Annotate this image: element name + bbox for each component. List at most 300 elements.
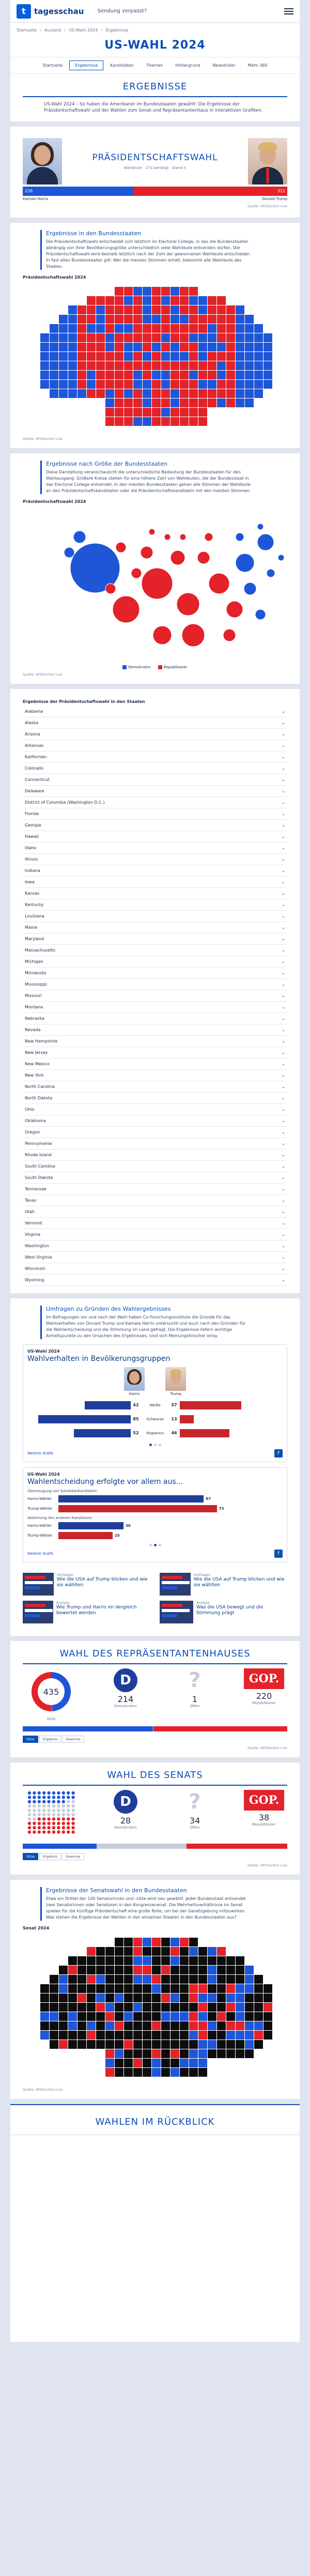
state-shape[interactable] [161, 1984, 170, 1993]
state-shape[interactable] [78, 1994, 86, 2002]
state-shape[interactable] [59, 2003, 68, 2012]
state-shape[interactable] [115, 380, 123, 389]
state-shape[interactable] [189, 333, 198, 342]
state-shape[interactable] [78, 1984, 86, 1993]
state-shape[interactable] [236, 361, 244, 370]
state-accordion-row[interactable] [23, 786, 287, 797]
state-shape[interactable] [133, 296, 142, 305]
state-accordion-row[interactable] [23, 854, 287, 865]
state-shape[interactable] [133, 2059, 142, 2067]
chevron-down-icon[interactable]: ⌄ [282, 936, 285, 941]
state-shape[interactable] [133, 324, 142, 333]
state-shape[interactable] [68, 1994, 77, 2002]
state-shape[interactable] [171, 2003, 179, 2012]
state-shape[interactable] [124, 287, 133, 296]
state-shape[interactable] [115, 2003, 123, 2012]
state-shape[interactable] [161, 2059, 170, 2067]
state-shape[interactable] [264, 2012, 272, 2021]
state-shape[interactable] [180, 1947, 189, 1956]
state-shape[interactable] [208, 1984, 216, 1993]
state-shape[interactable] [180, 389, 189, 398]
state-shape[interactable] [254, 2031, 263, 2040]
state-shape[interactable] [161, 408, 170, 417]
state-shape[interactable] [115, 2021, 123, 2030]
state-bubble[interactable] [244, 582, 256, 595]
state-shape[interactable] [198, 1956, 207, 1965]
state-shape[interactable] [133, 398, 142, 407]
chevron-down-icon[interactable]: ⌄ [282, 959, 285, 964]
state-shape[interactable] [161, 296, 170, 305]
state-shape[interactable] [78, 2031, 86, 2040]
state-shape[interactable] [50, 2040, 58, 2049]
state-shape[interactable] [180, 324, 189, 333]
state-shape[interactable] [161, 361, 170, 370]
state-shape[interactable] [198, 389, 207, 398]
state-shape[interactable] [217, 1984, 226, 1993]
chevron-down-icon[interactable]: ⌄ [282, 1198, 285, 1203]
state-accordion-row[interactable] [23, 1081, 287, 1093]
state-shape[interactable] [180, 352, 189, 361]
state-shape[interactable] [198, 2068, 207, 2077]
state-shape[interactable] [124, 389, 133, 398]
state-shape[interactable] [124, 2059, 133, 2067]
state-shape[interactable] [96, 2012, 105, 2021]
chevron-down-icon[interactable]: ⌄ [282, 800, 285, 805]
state-shape[interactable] [198, 417, 207, 426]
state-shape[interactable] [124, 352, 133, 361]
more-graphic-link[interactable]: Weitere Grafik [27, 1451, 54, 1455]
state-shape[interactable] [171, 2059, 179, 2067]
state-shape[interactable] [245, 2031, 254, 2040]
missed-broadcast-link[interactable]: Sendung verpasst? [97, 8, 147, 14]
state-shape[interactable] [124, 398, 133, 407]
state-shape[interactable] [226, 1966, 235, 1974]
share-icon[interactable]: f [274, 1449, 283, 1458]
state-shape[interactable] [152, 398, 161, 407]
state-shape[interactable] [198, 333, 207, 342]
state-shape[interactable] [143, 380, 151, 389]
state-shape[interactable] [59, 1975, 68, 1984]
state-shape[interactable] [264, 371, 272, 379]
state-shape[interactable] [143, 343, 151, 351]
state-shape[interactable] [198, 1975, 207, 1984]
state-shape[interactable] [171, 296, 179, 305]
state-accordion-row[interactable] [23, 1149, 287, 1161]
state-shape[interactable] [115, 417, 123, 426]
state-shape[interactable] [180, 1956, 189, 1965]
state-shape[interactable] [133, 305, 142, 314]
state-shape[interactable] [217, 371, 226, 379]
state-shape[interactable] [171, 1938, 179, 1946]
state-shape[interactable] [96, 352, 105, 361]
state-shape[interactable] [87, 1984, 96, 1993]
state-shape[interactable] [171, 2021, 179, 2030]
state-shape[interactable] [115, 1984, 123, 1993]
state-shape[interactable] [59, 361, 68, 370]
state-shape[interactable] [171, 1947, 179, 1956]
state-shape[interactable] [171, 1994, 179, 2002]
state-accordion-row[interactable] [23, 1127, 287, 1138]
state-shape[interactable] [124, 2012, 133, 2021]
state-shape[interactable] [96, 333, 105, 342]
state-shape[interactable] [105, 1994, 114, 2002]
state-accordion-row[interactable] [23, 706, 287, 717]
state-shape[interactable] [143, 324, 151, 333]
chevron-down-icon[interactable]: ⌄ [282, 1107, 285, 1112]
state-shape[interactable] [161, 333, 170, 342]
state-shape[interactable] [124, 333, 133, 342]
state-bubble[interactable] [236, 533, 244, 541]
state-shape[interactable] [143, 371, 151, 379]
state-accordion-row[interactable] [23, 968, 287, 979]
state-shape[interactable] [171, 343, 179, 351]
state-shape[interactable] [96, 2021, 105, 2030]
state-shape[interactable] [115, 1947, 123, 1956]
state-shape[interactable] [133, 1938, 142, 1946]
state-shape[interactable] [198, 2049, 207, 2058]
state-bubble[interactable] [131, 568, 142, 578]
state-shape[interactable] [264, 2003, 272, 2012]
state-shape[interactable] [68, 1956, 77, 1965]
menu-icon[interactable] [284, 7, 293, 16]
state-shape[interactable] [236, 371, 244, 379]
state-shape[interactable] [180, 1994, 189, 2002]
state-shape[interactable] [161, 371, 170, 379]
state-shape[interactable] [161, 1956, 170, 1965]
state-shape[interactable] [87, 2021, 96, 2030]
state-shape[interactable] [87, 2012, 96, 2021]
state-shape[interactable] [115, 398, 123, 407]
state-shape[interactable] [143, 2059, 151, 2067]
state-accordion-row[interactable] [23, 877, 287, 888]
chevron-down-icon[interactable]: ⌄ [282, 1254, 285, 1260]
state-shape[interactable] [87, 1994, 96, 2002]
state-shape[interactable] [68, 2021, 77, 2030]
state-shape[interactable] [226, 2040, 235, 2049]
state-shape[interactable] [124, 1975, 133, 1984]
state-shape[interactable] [152, 2021, 161, 2030]
state-shape[interactable] [59, 389, 68, 398]
state-shape[interactable] [133, 2012, 142, 2021]
state-accordion-row[interactable] [23, 945, 287, 956]
state-shape[interactable] [40, 2021, 49, 2030]
state-shape[interactable] [254, 1984, 263, 1993]
chevron-down-icon[interactable]: ⌄ [282, 765, 285, 771]
state-shape[interactable] [105, 2012, 114, 2021]
chevron-down-icon[interactable]: ⌄ [282, 1232, 285, 1237]
chevron-down-icon[interactable]: ⌄ [282, 925, 285, 930]
state-shape[interactable] [143, 361, 151, 370]
state-shape[interactable] [217, 389, 226, 398]
state-shape[interactable] [208, 2049, 216, 2058]
state-shape[interactable] [226, 2003, 235, 2012]
state-shape[interactable] [180, 315, 189, 324]
state-shape[interactable] [78, 1956, 86, 1965]
state-shape[interactable] [143, 2021, 151, 2030]
house-tab-result[interactable]: Ergebnis [39, 1736, 61, 1743]
state-shape[interactable] [189, 1994, 198, 2002]
state-shape[interactable] [152, 2049, 161, 2058]
chevron-down-icon[interactable]: ⌄ [282, 1084, 285, 1089]
state-shape[interactable] [180, 2003, 189, 2012]
state-shape[interactable] [115, 389, 123, 398]
state-accordion-row[interactable] [23, 1093, 287, 1104]
state-shape[interactable] [226, 305, 235, 314]
state-shape[interactable] [105, 2003, 114, 2012]
state-shape[interactable] [59, 380, 68, 389]
state-shape[interactable] [161, 324, 170, 333]
state-shape[interactable] [68, 380, 77, 389]
senate-tab-gains[interactable]: Gewinne [62, 1853, 84, 1860]
state-shape[interactable] [105, 296, 114, 305]
state-shape[interactable] [59, 1994, 68, 2002]
state-shape[interactable] [254, 380, 263, 389]
state-shape[interactable] [198, 1947, 207, 1956]
state-shape[interactable] [115, 408, 123, 417]
state-shape[interactable] [87, 1975, 96, 1984]
state-shape[interactable] [50, 2031, 58, 2040]
state-shape[interactable] [161, 2049, 170, 2058]
state-shape[interactable] [115, 1938, 123, 1946]
state-accordion-row[interactable] [23, 842, 287, 854]
state-shape[interactable] [133, 315, 142, 324]
state-bubble[interactable] [64, 547, 74, 558]
state-shape[interactable] [208, 1975, 216, 1984]
state-accordion-row[interactable] [23, 774, 287, 786]
chevron-down-icon[interactable]: ⌄ [282, 1175, 285, 1180]
state-shape[interactable] [87, 371, 96, 379]
state-shape[interactable] [217, 2031, 226, 2040]
chevron-down-icon[interactable]: ⌄ [282, 982, 285, 987]
state-shape[interactable] [171, 1975, 179, 1984]
state-shape[interactable] [143, 398, 151, 407]
state-shape[interactable] [236, 1966, 244, 1974]
state-shape[interactable] [189, 305, 198, 314]
state-shape[interactable] [217, 361, 226, 370]
state-accordion-row[interactable] [23, 956, 287, 968]
state-shape[interactable] [133, 1984, 142, 1993]
state-shape[interactable] [96, 343, 105, 351]
state-shape[interactable] [189, 2040, 198, 2049]
state-shape[interactable] [226, 2049, 235, 2058]
state-shape[interactable] [115, 2012, 123, 2021]
state-shape[interactable] [189, 361, 198, 370]
chevron-down-icon[interactable]: ⌄ [282, 993, 285, 998]
state-shape[interactable] [124, 315, 133, 324]
state-shape[interactable] [78, 2012, 86, 2021]
state-bubble[interactable] [164, 534, 171, 540]
house-tab-gains[interactable]: Gewinne [62, 1736, 84, 1743]
state-shape[interactable] [133, 287, 142, 296]
state-shape[interactable] [124, 2068, 133, 2077]
state-shape[interactable] [87, 2031, 96, 2040]
state-shape[interactable] [198, 2021, 207, 2030]
state-shape[interactable] [171, 380, 179, 389]
state-shape[interactable] [152, 2003, 161, 2012]
state-shape[interactable] [96, 1975, 105, 1984]
state-shape[interactable] [208, 2031, 216, 2040]
state-accordion-row[interactable] [23, 1252, 287, 1263]
state-bubble[interactable] [226, 601, 243, 618]
state-shape[interactable] [245, 380, 254, 389]
state-shape[interactable] [245, 333, 254, 342]
state-shape[interactable] [59, 343, 68, 351]
state-shape[interactable] [254, 389, 263, 398]
state-shape[interactable] [87, 2003, 96, 2012]
state-shape[interactable] [152, 408, 161, 417]
state-shape[interactable] [245, 343, 254, 351]
state-shape[interactable] [245, 2012, 254, 2021]
state-shape[interactable] [143, 2049, 151, 2058]
state-shape[interactable] [96, 1994, 105, 2002]
state-shape[interactable] [87, 315, 96, 324]
state-shape[interactable] [236, 2049, 244, 2058]
state-shape[interactable] [208, 2012, 216, 2021]
state-bubble[interactable] [141, 546, 153, 559]
state-shape[interactable] [236, 2021, 244, 2030]
state-shape[interactable] [226, 2031, 235, 2040]
state-shape[interactable] [198, 2003, 207, 2012]
state-shape[interactable] [68, 2031, 77, 2040]
state-shape[interactable] [124, 2040, 133, 2049]
state-bubble[interactable] [171, 550, 185, 565]
state-shape[interactable] [105, 2040, 114, 2049]
state-shape[interactable] [161, 1938, 170, 1946]
state-shape[interactable] [105, 2049, 114, 2058]
state-shape[interactable] [236, 352, 244, 361]
state-shape[interactable] [105, 305, 114, 314]
state-shape[interactable] [217, 2021, 226, 2030]
state-shape[interactable] [254, 2003, 263, 2012]
state-shape[interactable] [208, 398, 216, 407]
state-shape[interactable] [254, 371, 263, 379]
state-shape[interactable] [124, 2003, 133, 2012]
state-shape[interactable] [180, 2049, 189, 2058]
state-shape[interactable] [189, 398, 198, 407]
state-shape[interactable] [133, 408, 142, 417]
state-shape[interactable] [133, 352, 142, 361]
state-shape[interactable] [50, 333, 58, 342]
state-shape[interactable] [208, 1956, 216, 1965]
state-shape[interactable] [59, 1966, 68, 1974]
state-shape[interactable] [152, 352, 161, 361]
state-shape[interactable] [236, 398, 244, 407]
state-shape[interactable] [245, 1984, 254, 1993]
state-accordion-row[interactable] [23, 899, 287, 911]
teaser-link[interactable] [23, 1601, 150, 1623]
state-shape[interactable] [245, 371, 254, 379]
state-shape[interactable] [124, 1947, 133, 1956]
chevron-down-icon[interactable]: ⌄ [282, 1027, 285, 1032]
state-shape[interactable] [105, 371, 114, 379]
chevron-down-icon[interactable]: ⌄ [282, 1163, 285, 1169]
state-shape[interactable] [115, 296, 123, 305]
tab-start[interactable]: Startseite [42, 63, 63, 68]
state-shape[interactable] [189, 2059, 198, 2067]
state-shape[interactable] [161, 352, 170, 361]
state-shape[interactable] [78, 2003, 86, 2012]
chevron-down-icon[interactable]: ⌄ [282, 891, 285, 896]
state-shape[interactable] [115, 324, 123, 333]
state-bubble[interactable] [180, 534, 186, 540]
state-shape[interactable] [50, 1975, 58, 1984]
state-shape[interactable] [226, 2021, 235, 2030]
state-shape[interactable] [105, 2068, 114, 2077]
state-bubble[interactable] [116, 542, 126, 553]
state-bubble[interactable] [105, 584, 116, 594]
state-accordion-row[interactable] [23, 1047, 287, 1059]
state-accordion-row[interactable] [23, 990, 287, 1002]
state-shape[interactable] [40, 2003, 49, 2012]
state-shape[interactable] [152, 1984, 161, 1993]
state-shape[interactable] [133, 417, 142, 426]
chevron-down-icon[interactable]: ⌄ [282, 1016, 285, 1021]
state-shape[interactable] [161, 343, 170, 351]
state-shape[interactable] [189, 1938, 198, 1946]
chevron-down-icon[interactable]: ⌄ [282, 709, 285, 714]
state-shape[interactable] [208, 324, 216, 333]
state-shape[interactable] [171, 305, 179, 314]
state-shape[interactable] [124, 324, 133, 333]
chevron-down-icon[interactable]: ⌄ [282, 1118, 285, 1123]
chevron-down-icon[interactable]: ⌄ [282, 731, 285, 737]
state-shape[interactable] [115, 1994, 123, 2002]
state-shape[interactable] [59, 2040, 68, 2049]
state-shape[interactable] [87, 305, 96, 314]
state-shape[interactable] [254, 361, 263, 370]
state-shape[interactable] [171, 2012, 179, 2021]
state-shape[interactable] [143, 305, 151, 314]
state-shape[interactable] [198, 1994, 207, 2002]
state-bubble[interactable] [177, 593, 199, 616]
state-shape[interactable] [115, 315, 123, 324]
state-shape[interactable] [217, 1975, 226, 1984]
state-shape[interactable] [133, 1966, 142, 1974]
state-bubble[interactable] [278, 555, 284, 561]
state-shape[interactable] [226, 352, 235, 361]
state-shape[interactable] [180, 305, 189, 314]
state-shape[interactable] [105, 333, 114, 342]
state-shape[interactable] [87, 1956, 96, 1965]
state-shape[interactable] [189, 287, 198, 296]
state-shape[interactable] [59, 352, 68, 361]
state-shape[interactable] [133, 2031, 142, 2040]
state-shape[interactable] [133, 1947, 142, 1956]
state-shape[interactable] [87, 352, 96, 361]
state-shape[interactable] [171, 324, 179, 333]
state-shape[interactable] [124, 1966, 133, 1974]
state-accordion-row[interactable] [23, 1172, 287, 1184]
state-shape[interactable] [189, 371, 198, 379]
state-shape[interactable] [87, 333, 96, 342]
state-shape[interactable] [208, 1947, 216, 1956]
chevron-down-icon[interactable]: ⌄ [282, 1209, 285, 1214]
state-shape[interactable] [96, 1956, 105, 1965]
state-shape[interactable] [226, 389, 235, 398]
state-shape[interactable] [68, 333, 77, 342]
state-shape[interactable] [59, 315, 68, 324]
state-shape[interactable] [96, 305, 105, 314]
teaser-link[interactable] [160, 1573, 287, 1596]
state-shape[interactable] [124, 1984, 133, 1993]
chevron-down-icon[interactable]: ⌄ [282, 970, 285, 975]
state-shape[interactable] [208, 389, 216, 398]
state-shape[interactable] [152, 2059, 161, 2067]
state-shape[interactable] [105, 408, 114, 417]
state-bubble[interactable] [205, 533, 213, 541]
state-shape[interactable] [161, 315, 170, 324]
state-shape[interactable] [78, 305, 86, 314]
